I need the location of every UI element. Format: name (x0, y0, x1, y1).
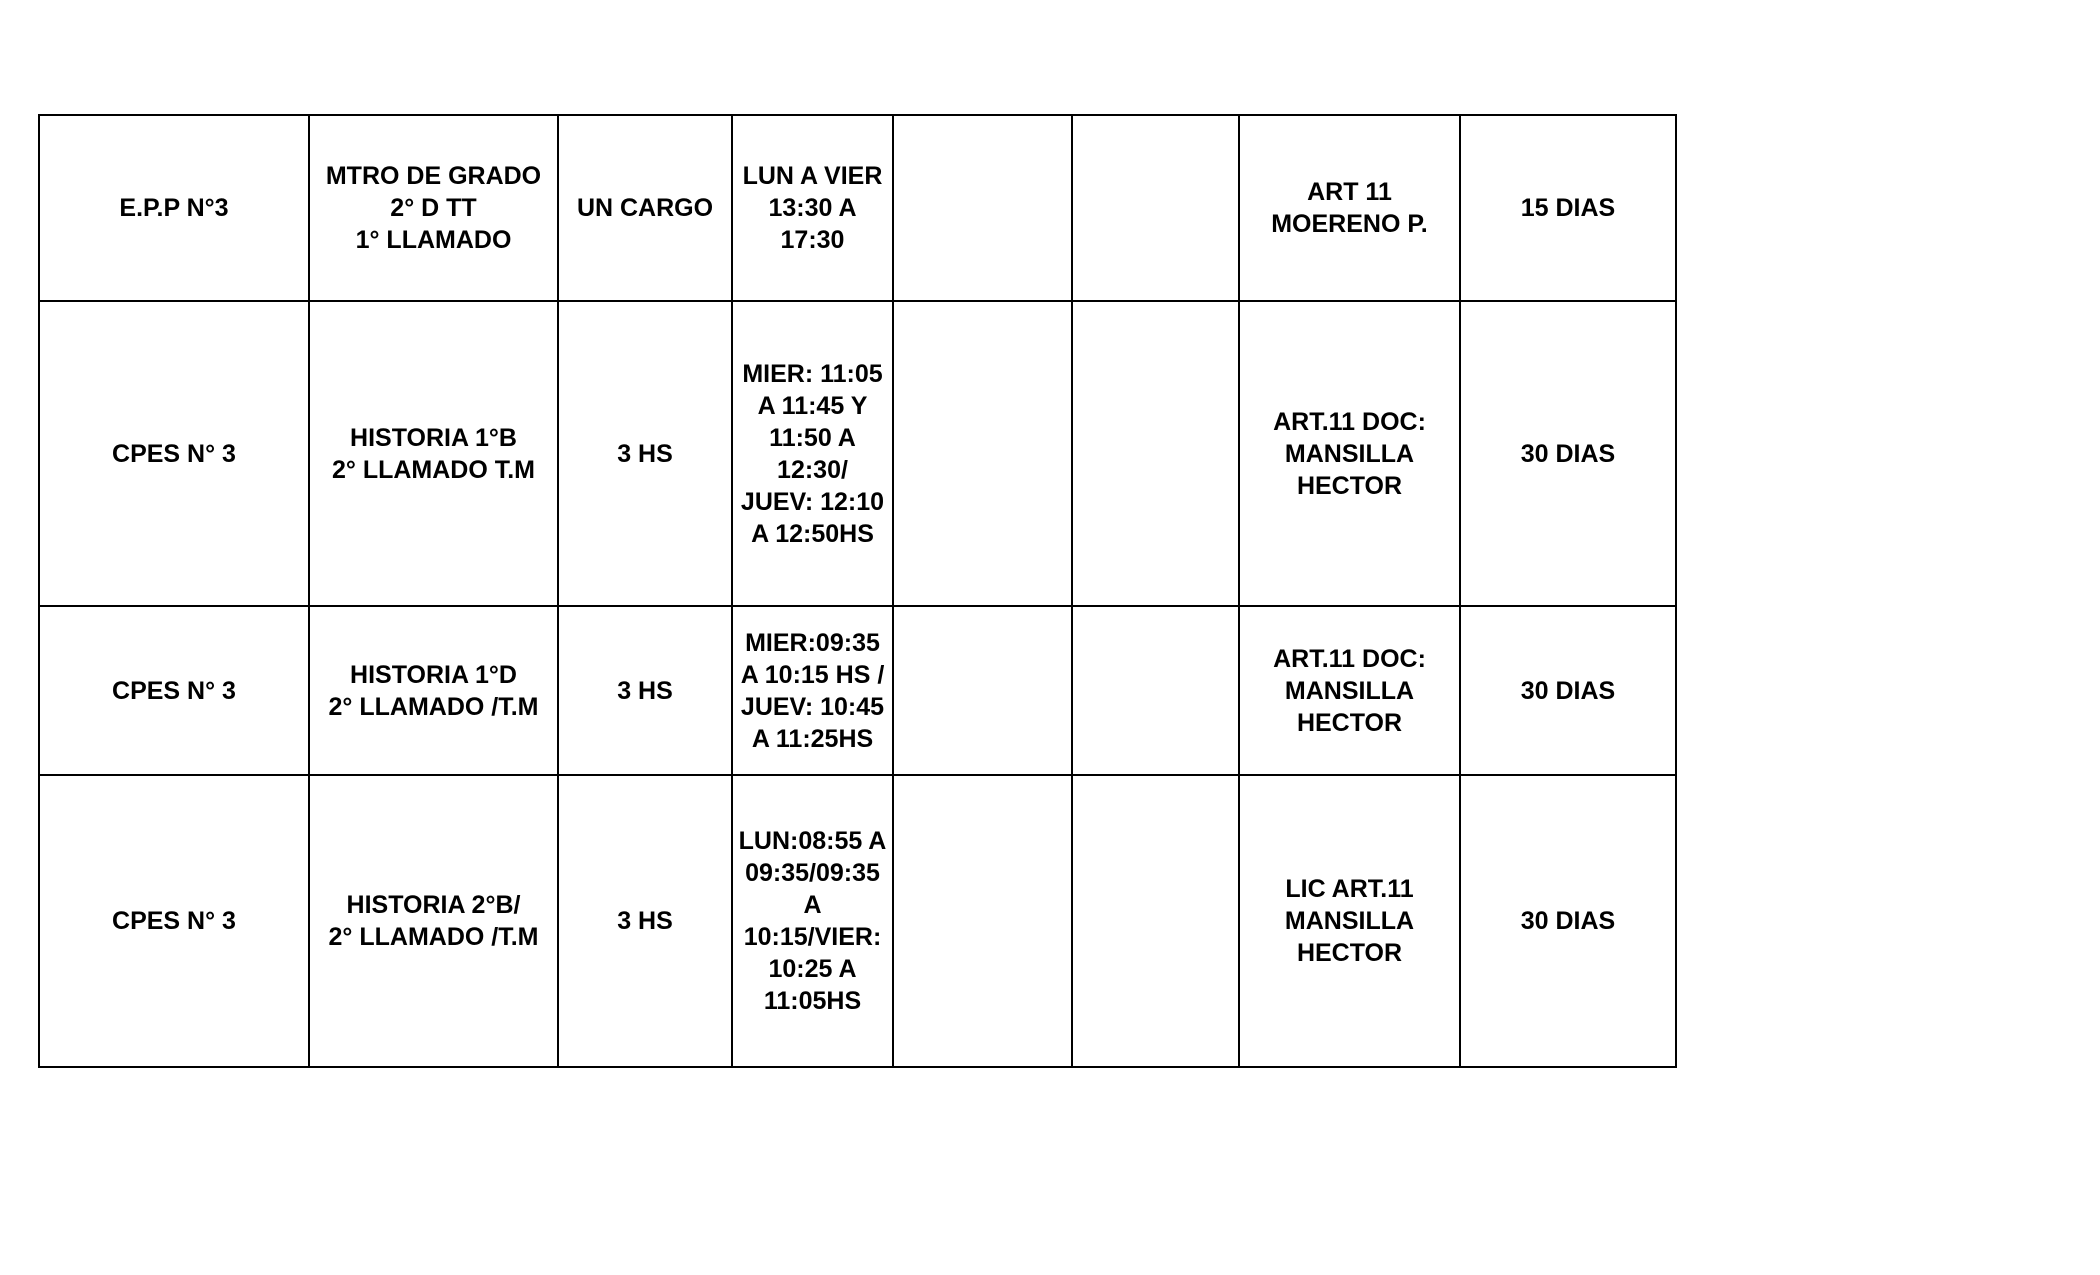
table-row (39, 301, 1676, 606)
school-cell: E.P.P N°3 (39, 115, 309, 301)
duration-cell: 30 DIAS (1460, 606, 1676, 775)
position-cell: HISTORIA 2°B/ 2° LLAMADO /T.M (309, 775, 558, 1067)
hours-cell: 3 HS (558, 775, 732, 1067)
vacancy-table (38, 114, 1677, 1068)
school-cell: CPES N° 3 (39, 606, 309, 775)
empty-cell (893, 775, 1072, 1067)
empty-cell (893, 115, 1072, 301)
empty-cell (893, 606, 1072, 775)
schedule-cell: LUN:08:55 A 09:35/09:35 A 10:15/VIER: 10:25 A 11:05HS (732, 775, 893, 1067)
reason-cell: ART.11 DOC: MANSILLA HECTOR (1239, 606, 1460, 775)
empty-cell (1072, 115, 1239, 301)
empty-cell (1072, 606, 1239, 775)
school-cell: CPES N° 3 (39, 775, 309, 1067)
table-row (39, 775, 1676, 1067)
position-cell: HISTORIA 1°D 2° LLAMADO /T.M (309, 606, 558, 775)
reason-cell: LIC ART.11 MANSILLA HECTOR (1239, 775, 1460, 1067)
hours-cell: 3 HS (558, 301, 732, 606)
schedule-cell: MIER:09:35 A 10:15 HS / JUEV: 10:45 A 11:25HS (732, 606, 893, 775)
position-cell: HISTORIA 1°B 2° LLAMADO T.M (309, 301, 558, 606)
schedule-cell: LUN A VIER 13:30 A 17:30 (732, 115, 893, 301)
table-row (39, 115, 1676, 301)
school-cell: CPES N° 3 (39, 301, 309, 606)
duration-cell: 30 DIAS (1460, 775, 1676, 1067)
empty-cell (1072, 775, 1239, 1067)
table-row (39, 606, 1676, 775)
empty-cell (1072, 301, 1239, 606)
hours-cell: UN CARGO (558, 115, 732, 301)
position-cell: MTRO DE GRADO 2° D TT 1° LLAMADO (309, 115, 558, 301)
hours-cell: 3 HS (558, 606, 732, 775)
schedule-cell: MIER: 11:05 A 11:45 Y 11:50 A 12:30/ JUEV: 12:10 A 12:50HS (732, 301, 893, 606)
duration-cell: 30 DIAS (1460, 301, 1676, 606)
empty-cell (893, 301, 1072, 606)
reason-cell: ART.11 DOC: MANSILLA HECTOR (1239, 301, 1460, 606)
reason-cell: ART 11 MOERENO P. (1239, 115, 1460, 301)
duration-cell: 15 DIAS (1460, 115, 1676, 301)
